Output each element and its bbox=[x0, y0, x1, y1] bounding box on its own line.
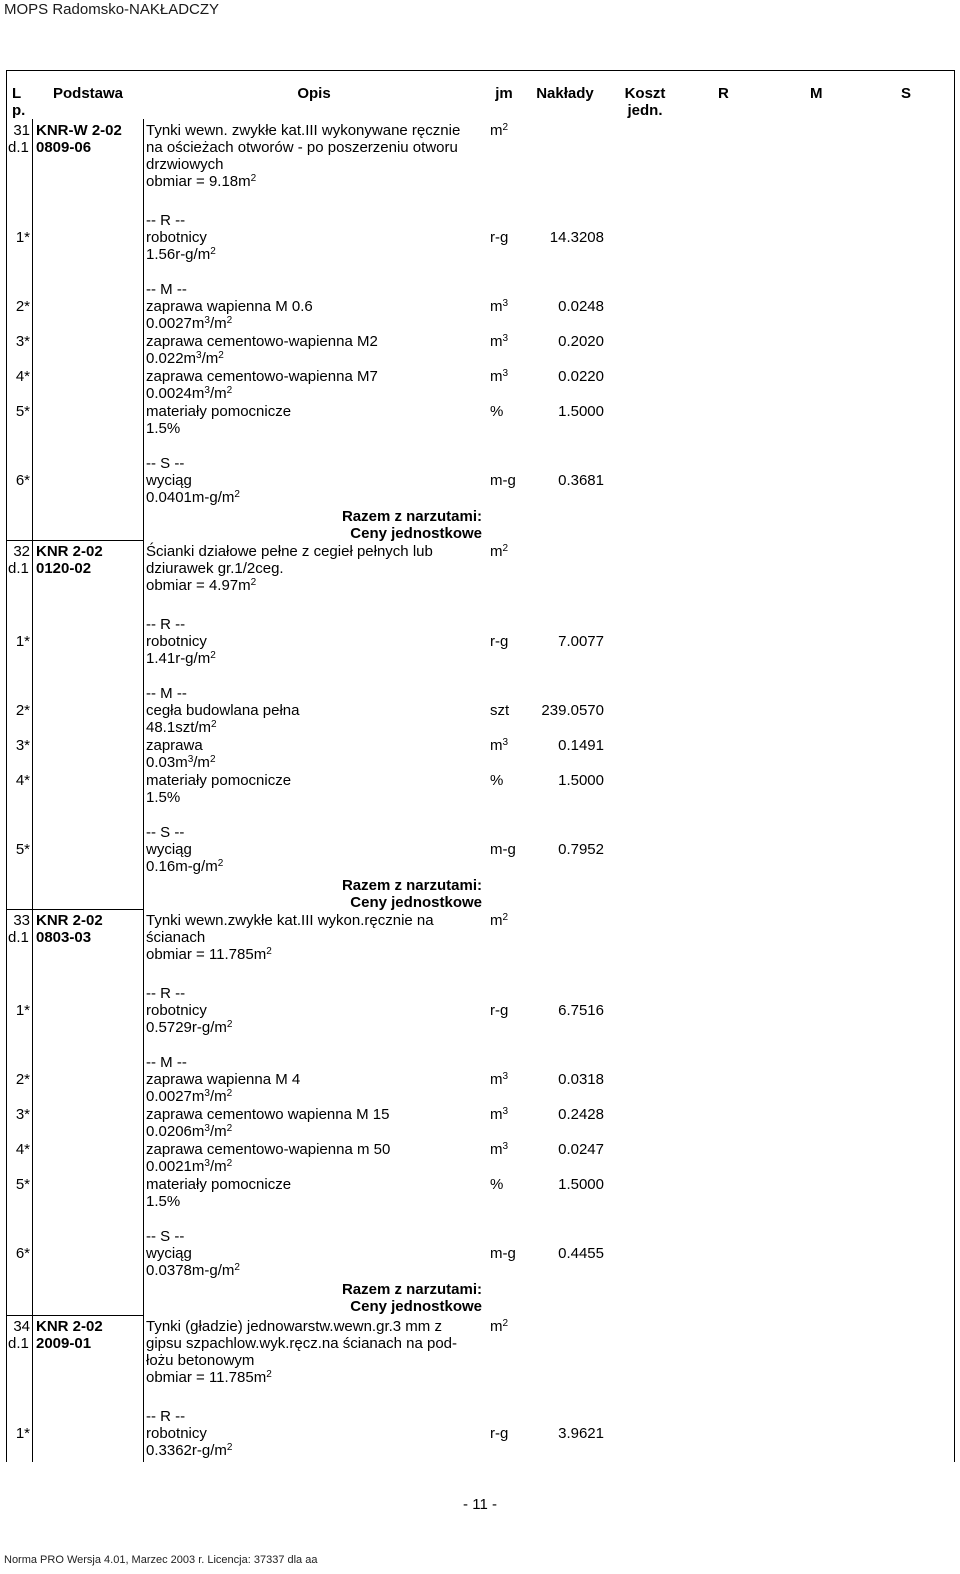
table-top-border bbox=[6, 70, 955, 71]
position-separator bbox=[6, 540, 144, 541]
razem-label: Razem z narzutami: bbox=[341, 877, 482, 894]
position-basis: KNR-W 2-02 bbox=[36, 122, 122, 139]
item-unit: $m^3$ bbox=[490, 333, 509, 350]
item-quantity: 0.0220 bbox=[558, 368, 604, 385]
item-index: 1* bbox=[15, 633, 30, 650]
item-quantity: 6.7516 bbox=[558, 1002, 604, 1019]
item-norm: $0.3362r-g/m^2$ bbox=[146, 1442, 233, 1459]
item-index: 5* bbox=[15, 1176, 30, 1193]
item-unit: r-g bbox=[490, 229, 509, 246]
position-d: d.1 bbox=[8, 929, 29, 946]
header-opis: Opis bbox=[297, 85, 331, 102]
item-index: 2* bbox=[15, 1071, 30, 1088]
ceny-label: Ceny jednostkowe bbox=[350, 894, 482, 911]
item-quantity: 0.7952 bbox=[558, 841, 604, 858]
item-quantity: 0.0247 bbox=[558, 1141, 604, 1158]
item-unit: r-g bbox=[490, 1002, 509, 1019]
item-name: zaprawa wapienna M 4 bbox=[146, 1071, 301, 1088]
item-norm: $0.16m-g/m^2$ bbox=[146, 858, 224, 875]
position-description: dziurawek gr.1/2ceg. bbox=[146, 560, 284, 577]
section-label: -- R -- bbox=[146, 212, 186, 229]
header-koszt: jedn. bbox=[627, 102, 663, 119]
item-quantity: 0.2428 bbox=[558, 1106, 604, 1123]
item-norm: $0.0021m^3/m^2$ bbox=[146, 1158, 233, 1175]
position-unit: $m^2$ bbox=[490, 912, 509, 929]
item-norm: $1.56r-g/m^2$ bbox=[146, 246, 216, 263]
position-basis: KNR 2-02 bbox=[36, 1318, 103, 1335]
item-index: 3* bbox=[15, 1106, 30, 1123]
item-unit: $m^3$ bbox=[490, 737, 509, 754]
position-description: łożu betonowym bbox=[146, 1352, 255, 1369]
item-quantity: 0.0248 bbox=[558, 298, 604, 315]
item-unit: r-g bbox=[490, 1425, 509, 1442]
position-unit: $m^2$ bbox=[490, 543, 509, 560]
item-index: 4* bbox=[15, 1141, 30, 1158]
section-label: -- R -- bbox=[146, 616, 186, 633]
position-description: gipsu szpachlow.wyk.ręcz.na ścianach na pod- bbox=[146, 1335, 458, 1352]
item-index: 4* bbox=[15, 772, 30, 789]
table-left-border bbox=[6, 70, 7, 1462]
item-quantity: 239.0570 bbox=[541, 702, 604, 719]
item-unit: szt bbox=[490, 702, 510, 719]
header-lp: L bbox=[12, 85, 22, 102]
position-description: drzwiowych bbox=[146, 156, 224, 173]
column-rule-opis bbox=[143, 909, 144, 1315]
item-quantity: 0.2020 bbox=[558, 333, 604, 350]
razem-label: Razem z narzutami: bbox=[341, 508, 482, 525]
item-index: 1* bbox=[15, 1425, 30, 1442]
item-norm: $0.0401m-g/m^2$ bbox=[146, 489, 240, 506]
item-unit: m-g bbox=[490, 1245, 516, 1262]
item-norm: $0.0378m-g/m^2$ bbox=[146, 1262, 240, 1279]
ceny-label: Ceny jednostkowe bbox=[350, 525, 482, 542]
section-label: -- M -- bbox=[146, 281, 187, 298]
item-name: zaprawa bbox=[146, 737, 203, 754]
header-r: R bbox=[718, 85, 729, 102]
section-label: -- M -- bbox=[146, 685, 187, 702]
razem-label: Razem z narzutami: bbox=[341, 1281, 482, 1298]
item-quantity: 1.5000 bbox=[558, 772, 604, 789]
section-label: -- S -- bbox=[146, 1228, 185, 1245]
item-unit: $m^3$ bbox=[490, 1141, 509, 1158]
item-name: wyciąg bbox=[146, 1245, 192, 1262]
header-lp: p. bbox=[12, 102, 26, 119]
item-name: cegła budowlana pełna bbox=[146, 702, 300, 719]
item-unit: $m^3$ bbox=[490, 298, 509, 315]
position-d: d.1 bbox=[8, 1335, 29, 1352]
item-unit: $m^3$ bbox=[490, 368, 509, 385]
position-unit: $m^2$ bbox=[490, 122, 509, 139]
item-quantity: 0.4455 bbox=[558, 1245, 604, 1262]
column-rule-podstawa bbox=[32, 909, 33, 1315]
item-name: robotnicy bbox=[146, 229, 207, 246]
column-rule-opis bbox=[143, 119, 144, 540]
position-description: Tynki wewn.zwykłe kat.III wykon.ręcznie na bbox=[146, 912, 434, 929]
position-description: obmiar = $11.785m^2$ bbox=[146, 946, 272, 963]
item-norm: $0.03m^3/m^2$ bbox=[146, 754, 216, 771]
item-index: 3* bbox=[15, 333, 30, 350]
position-separator bbox=[6, 909, 144, 910]
position-basis: 2009-01 bbox=[36, 1335, 92, 1352]
position-number: 31 bbox=[13, 122, 30, 139]
item-norm: $0.0024m^3/m^2$ bbox=[146, 385, 233, 402]
item-index: 3* bbox=[15, 737, 30, 754]
item-name: zaprawa cementowo-wapienna M7 bbox=[146, 368, 378, 385]
item-name: zaprawa wapienna M 0.6 bbox=[146, 298, 313, 315]
item-norm: $0.022m^3/m^2$ bbox=[146, 350, 224, 367]
item-index: 2* bbox=[15, 702, 30, 719]
item-name: robotnicy bbox=[146, 1425, 207, 1442]
position-basis: KNR 2-02 bbox=[36, 543, 103, 560]
item-norm: 1.5% bbox=[146, 789, 181, 806]
item-norm: 1.5% bbox=[146, 420, 181, 437]
column-rule-podstawa bbox=[32, 1315, 33, 1462]
item-norm: $0.0027m^3/m^2$ bbox=[146, 315, 233, 332]
footer-license-text: Norma PRO Wersja 4.01, Marzec 2003 r. Licencja: 37337 dla aa bbox=[4, 1554, 318, 1566]
item-index: 1* bbox=[15, 229, 30, 246]
item-unit: % bbox=[490, 403, 504, 420]
column-rule-podstawa bbox=[32, 119, 33, 540]
position-description: na ościeżach otworów - po poszerzeniu otworu bbox=[146, 139, 458, 156]
position-d: d.1 bbox=[8, 139, 29, 156]
header-s: S bbox=[901, 85, 912, 102]
item-name: robotnicy bbox=[146, 633, 207, 650]
item-norm: $0.5729r-g/m^2$ bbox=[146, 1019, 233, 1036]
item-quantity: 0.1491 bbox=[558, 737, 604, 754]
item-quantity: 14.3208 bbox=[549, 229, 604, 246]
item-quantity: 0.3681 bbox=[558, 472, 604, 489]
position-number: 32 bbox=[13, 543, 30, 560]
item-quantity: 3.9621 bbox=[558, 1425, 604, 1442]
position-basis: KNR 2-02 bbox=[36, 912, 103, 929]
item-index: 5* bbox=[15, 841, 30, 858]
item-norm: $0.0206m^3/m^2$ bbox=[146, 1123, 233, 1140]
column-rule-podstawa bbox=[32, 540, 33, 909]
position-description: obmiar = $9.18m^2$ bbox=[146, 173, 257, 190]
header-naklady: Nakłady bbox=[536, 85, 594, 102]
position-description: obmiar = $11.785m^2$ bbox=[146, 1369, 272, 1386]
column-rule-opis bbox=[143, 1315, 144, 1462]
position-number: 33 bbox=[13, 912, 30, 929]
item-index: 2* bbox=[15, 298, 30, 315]
item-name: zaprawa cementowo-wapienna m 50 bbox=[146, 1141, 391, 1158]
section-label: -- R -- bbox=[146, 1408, 186, 1425]
item-name: wyciąg bbox=[146, 841, 192, 858]
item-norm: $1.41r-g/m^2$ bbox=[146, 650, 216, 667]
position-description: obmiar = $4.97m^2$ bbox=[146, 577, 257, 594]
position-d: d.1 bbox=[8, 560, 29, 577]
header-podstawa: Podstawa bbox=[52, 85, 124, 102]
item-unit: m-g bbox=[490, 472, 516, 489]
item-quantity: 7.0077 bbox=[558, 633, 604, 650]
item-name: zaprawa cementowo wapienna M 15 bbox=[146, 1106, 390, 1123]
item-norm: $0.0027m^3/m^2$ bbox=[146, 1088, 233, 1105]
item-name: materiały pomocnicze bbox=[146, 1176, 292, 1193]
item-unit: r-g bbox=[490, 633, 509, 650]
footer-bar bbox=[0, 1548, 960, 1574]
position-description: Tynki (gładzie) jednowarstw.wewn.gr.3 mm z bbox=[146, 1318, 442, 1335]
position-separator bbox=[6, 1315, 144, 1316]
item-unit: $m^3$ bbox=[490, 1071, 509, 1088]
item-unit: % bbox=[490, 772, 504, 789]
item-name: robotnicy bbox=[146, 1002, 207, 1019]
position-description: Ścianki działowe pełne z cegieł pełnych lub bbox=[146, 543, 433, 560]
item-unit: $m^3$ bbox=[490, 1106, 509, 1123]
item-index: 5* bbox=[15, 403, 30, 420]
item-name: wyciąg bbox=[146, 472, 192, 489]
position-basis: 0120-02 bbox=[36, 560, 92, 577]
header-m: M bbox=[810, 85, 823, 102]
item-name: materiały pomocnicze bbox=[146, 403, 292, 420]
item-index: 4* bbox=[15, 368, 30, 385]
section-label: -- S -- bbox=[146, 824, 185, 841]
section-label: -- S -- bbox=[146, 455, 185, 472]
position-description: ścianach bbox=[146, 929, 206, 946]
column-rule-opis bbox=[143, 540, 144, 909]
section-label: -- M -- bbox=[146, 1054, 187, 1071]
header-jm: jm bbox=[495, 85, 513, 102]
position-basis: 0809-06 bbox=[36, 139, 92, 156]
position-number: 34 bbox=[13, 1318, 30, 1335]
item-index: 1* bbox=[15, 1002, 30, 1019]
section-label: -- R -- bbox=[146, 985, 186, 1002]
position-unit: $m^2$ bbox=[490, 1318, 509, 1335]
item-norm: $48.1szt/m^2$ bbox=[146, 719, 217, 736]
item-unit: m-g bbox=[490, 841, 516, 858]
position-description: Tynki wewn. zwykłe kat.III wykonywane ręcznie bbox=[146, 122, 461, 139]
item-quantity: 1.5000 bbox=[558, 1176, 604, 1193]
header-koszt: Koszt bbox=[624, 85, 666, 102]
item-norm: 1.5% bbox=[146, 1193, 181, 1210]
table-right-border bbox=[954, 70, 955, 1462]
ceny-label: Ceny jednostkowe bbox=[350, 1298, 482, 1315]
item-quantity: 0.0318 bbox=[558, 1071, 604, 1088]
page-number: - 11 - bbox=[463, 1496, 497, 1513]
item-name: zaprawa cementowo-wapienna M2 bbox=[146, 333, 378, 350]
window-title: MOPS Radomsko-NAKŁADCZY bbox=[4, 1, 220, 18]
item-unit: % bbox=[490, 1176, 504, 1193]
position-basis: 0803-03 bbox=[36, 929, 92, 946]
item-index: 6* bbox=[15, 1245, 30, 1262]
item-index: 6* bbox=[15, 472, 30, 489]
item-quantity: 1.5000 bbox=[558, 403, 604, 420]
item-name: materiały pomocnicze bbox=[146, 772, 292, 789]
